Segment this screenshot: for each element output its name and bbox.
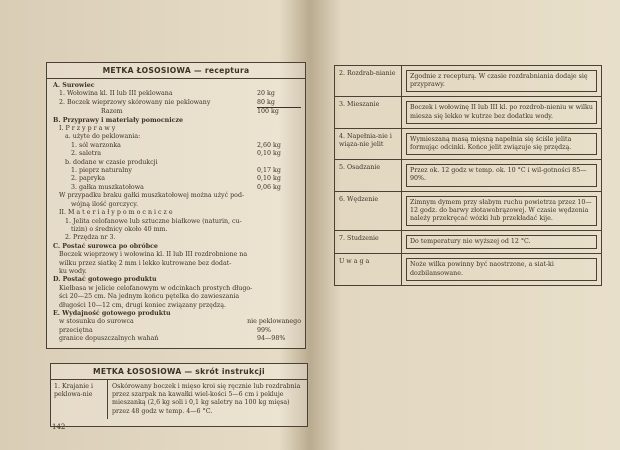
- recipe-line-text: długości 10—12 cm, drugi koniec związany przędzą.: [59, 301, 226, 309]
- step-text: [402, 254, 602, 285]
- recipe-line-value: 99%: [257, 326, 271, 334]
- recipe-line-text: Kiełbasa w jelicie celofanowym w odcinkach prostych długo-: [59, 284, 253, 292]
- recipe-line-text: Boczek wieprzowy i wołowina kl. II lub III rozdrobnione na: [59, 251, 248, 259]
- recipe-line-text: B. Przyprawy i materiały pomocnicze: [53, 116, 184, 124]
- recipe-line-text: Razem: [101, 108, 123, 116]
- step-text-box: Noże wilka powinny być naostrzone, a siat-ki dozbilansowane.: [406, 258, 597, 280]
- recipe-line-value: 0,10 kg: [257, 175, 281, 183]
- recipe-line-value: 94—98%: [257, 335, 286, 343]
- recipe-line: [53, 268, 301, 276]
- recipe-line: [53, 167, 301, 175]
- recipe-line: [53, 276, 301, 284]
- recipe-line-value: 20 kg: [257, 90, 275, 98]
- recipe-line-text: 2. Przędza nr 3.: [65, 234, 116, 242]
- table-row: [335, 231, 602, 254]
- table-row: [335, 254, 602, 285]
- recipe-line-text: ku wody.: [59, 267, 87, 275]
- recipe-line: [53, 90, 301, 98]
- recipe-line-value: 80 kg: [257, 99, 301, 108]
- recipe-line-value: 2,60 kg: [257, 141, 281, 149]
- step-text-box: Przez ok. 12 godz w temp. ok. 10 °C i wil-gotności 85—90%.: [406, 164, 597, 186]
- step-label: 2. Rozdrab-nianie: [335, 66, 402, 97]
- step-text-box: Zimnym dymem przy słabym ruchu powietrza przez 10—12 godz. do barwy złotawobrązowej. W czasie wędzenia należy przekręcać wózki lub przekładać kije.: [406, 196, 597, 227]
- step-text-box: Boczek i wołowinę II lub III kl. po rozdrob-nieniu w wilku miesza się lekko w kutrze bez dodatku wody.: [406, 101, 597, 123]
- recipe-body: [47, 79, 305, 347]
- recipe-line: [53, 142, 301, 150]
- recipe-line: [53, 318, 301, 326]
- recipe-line-text: 1. sól warzonka: [71, 141, 121, 149]
- recipe-line-value: nie peklowanego: [247, 318, 301, 326]
- step-text: [402, 97, 602, 128]
- recipe-line: [53, 133, 301, 141]
- recipe-line-value: 0,06 kg: [257, 183, 281, 191]
- step-text-box: Zgodnie z recepturą. W czasie rozdrabniania dodaje się przyprawy.: [406, 70, 597, 92]
- table-row: [335, 97, 602, 128]
- recipe-line-text: wójną ilość gorczycy.: [71, 200, 139, 208]
- short-instructions-title: METKA ŁOSOSIOWA — skrót instrukcji: [51, 364, 307, 380]
- recipe-line: [53, 302, 301, 310]
- step-text: [402, 160, 602, 191]
- step-text-box: Do temperatury nie wyższej od 12 °C.: [406, 235, 597, 249]
- table-row: [51, 380, 307, 419]
- table-row: [335, 66, 602, 97]
- recipe-line: [53, 150, 301, 158]
- recipe-title: METKA ŁOSOSIOWA — receptura: [47, 63, 305, 79]
- table-row: [335, 160, 602, 191]
- recipe-line: [53, 159, 301, 167]
- right-page: [318, 20, 610, 440]
- step-text: [402, 66, 602, 97]
- recipe-line-text: 1. pieprz naturalny: [71, 167, 132, 175]
- recipe-line-text: 1. Wołowina kl. II lub III peklowana: [59, 90, 173, 98]
- steps-table: [334, 65, 602, 286]
- recipe-line: [53, 192, 301, 200]
- recipe-line-text: w stosunku do surowca: [59, 318, 134, 326]
- recipe-line: [53, 335, 301, 343]
- step-label: 6. Wędzenie: [335, 191, 402, 231]
- recipe-line: [53, 226, 301, 234]
- recipe-line-text: 2. papryka: [71, 175, 105, 183]
- short-instructions-table: [51, 380, 307, 419]
- recipe-line-text: A. Surowiec: [53, 82, 95, 89]
- step-label: 7. Studzenie: [335, 231, 402, 254]
- step-label: U w a g a: [335, 254, 402, 285]
- recipe-line: [53, 293, 301, 301]
- recipe-line-text: przeciętna: [59, 326, 93, 334]
- recipe-line: [53, 310, 301, 318]
- recipe-box: [46, 62, 306, 349]
- recipe-line-text: 3. gałka muszkatołowa: [71, 183, 144, 191]
- step-text: Oskórowany boczek i mięso kroi się ręcznie lub rozdrabnia przez szarpak na kawałki wiel-kości 5—6 cm i pekluje mieszanką (2,6 kg soli i 0,1 kg saletry na 100 kg mięsa) przez 48 godz w temp. 4—6 °C.: [112, 383, 301, 415]
- left-page: [20, 20, 305, 440]
- recipe-line: [53, 125, 301, 133]
- short-instructions-box: [50, 363, 308, 427]
- recipe-line-text: W przypadku braku gałki muszkatołowej można użyć pod-: [59, 192, 245, 200]
- step-text-box: Wymieszaną masą mięsną napełnia się ściśle jelita formując odcinki. Końce jelit związuje się przędzą.: [406, 133, 597, 155]
- recipe-line: [53, 243, 301, 251]
- step-text: [402, 128, 602, 159]
- table-row: [335, 191, 602, 231]
- recipe-line-text: wilku przez siatkę 2 mm i lekko kutrowane bez dodat-: [59, 259, 232, 267]
- recipe-line-text: I. P r z y p r a w y: [59, 125, 116, 133]
- step-label: 5. Osadzanie: [335, 160, 402, 191]
- recipe-line: [53, 234, 301, 242]
- table-row: [335, 128, 602, 159]
- recipe-line-text: 2. saletra: [71, 150, 102, 158]
- recipe-line: [53, 209, 301, 217]
- recipe-line-text: ści 20—25 cm. Na jednym końcu pętelka do zawieszania: [59, 293, 240, 301]
- recipe-line: [53, 175, 301, 183]
- recipe-line-text: b. dodane w czasie produkcji: [65, 158, 158, 166]
- recipe-line: [53, 251, 301, 259]
- recipe-line-text: D. Postać gotowego produktu: [53, 276, 157, 284]
- recipe-line: [53, 184, 301, 192]
- recipe-line: [53, 327, 301, 335]
- recipe-line: [53, 260, 301, 268]
- recipe-line: [53, 82, 301, 90]
- step-text: [402, 231, 602, 254]
- recipe-line-value: 0,10 kg: [257, 150, 281, 158]
- recipe-line-text: II. M a t e r i a ł y p o m o c n i c z e: [59, 209, 173, 217]
- recipe-line-value: 0,17 kg: [257, 167, 281, 175]
- recipe-line: [53, 218, 301, 226]
- recipe-line-text: C. Postać surowca po obróbce: [53, 242, 158, 250]
- recipe-line: [53, 285, 301, 293]
- recipe-line-text: a. użyte do peklowania:: [65, 133, 141, 141]
- recipe-line-text: 1. Jelita celofanowe lub sztuczne białkowe (naturin, cu-: [65, 217, 242, 225]
- recipe-line: [53, 99, 301, 108]
- step-text: [402, 191, 602, 231]
- recipe-line-text: 2. Boczek wieprzowy skórowany nie peklowany: [59, 98, 211, 106]
- recipe-line: [53, 201, 301, 209]
- recipe-line-text: E. Wydajność gotowego produktu: [53, 309, 171, 317]
- recipe-line-text: tizin) o średnicy około 40 mm.: [71, 225, 168, 233]
- page-number: 142: [52, 423, 66, 431]
- recipe-line: [53, 108, 301, 116]
- recipe-line-value: 100 kg: [257, 108, 279, 116]
- step-label: 4. Napełnia-nie i wiąza-nie jelit: [335, 128, 402, 159]
- step-label: 1. Krajanie i peklowa-nie: [51, 380, 108, 419]
- step-label: 3. Mieszanie: [335, 97, 402, 128]
- recipe-line-text: granice dopuszczalnych wahań: [59, 335, 159, 343]
- recipe-line: [53, 117, 301, 125]
